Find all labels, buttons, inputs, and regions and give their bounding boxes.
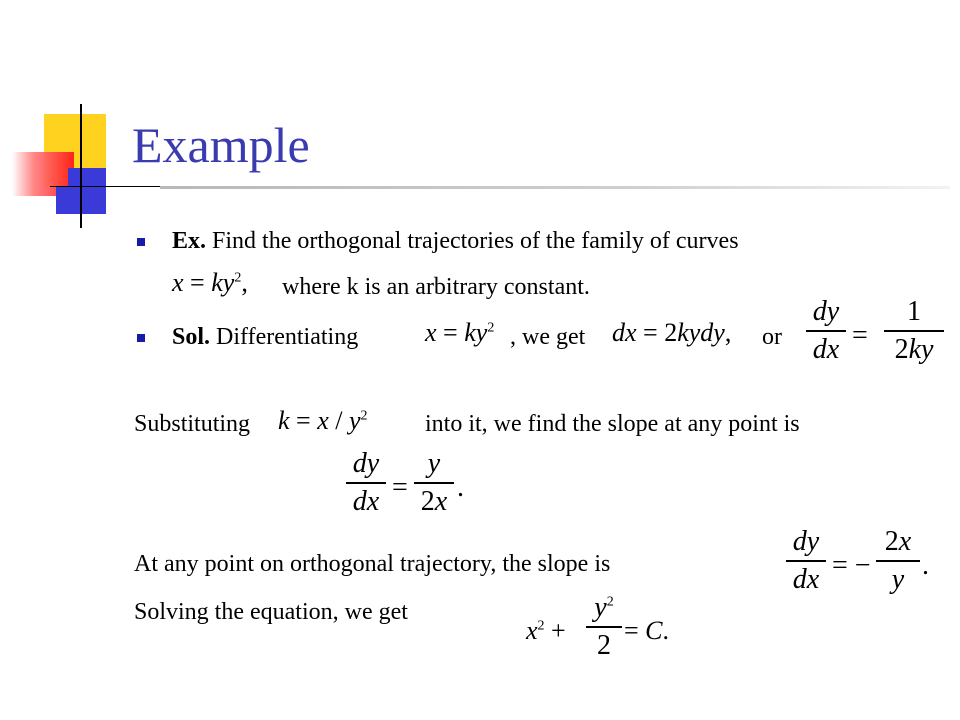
equals-sign-1: =	[852, 320, 868, 351]
eq-family-2: $x = ky^2$	[425, 318, 495, 347]
eq-solution-x2: $x^2$ +	[526, 616, 566, 645]
bullet-2	[137, 334, 145, 342]
eq-differential: dx = 2kydy,	[612, 318, 732, 347]
eq-family: $x = ky^2$,	[172, 268, 248, 297]
solving-text: Solving the equation, we get	[134, 599, 408, 625]
equals-minus-sign: = −	[832, 550, 871, 581]
ex-label: Ex.	[172, 228, 207, 254]
bullet-1	[137, 238, 145, 246]
subst-text: Substituting	[134, 411, 251, 437]
or-text: or	[762, 324, 782, 350]
eq-k-substitution: $k = x / y^2$	[278, 406, 368, 435]
ex-cont: where k is an arbitrary constant.	[282, 274, 590, 300]
frac-dy-dx-3: dy dx	[786, 528, 826, 594]
sol-label: Sol.	[172, 324, 211, 350]
slide-title: Example	[132, 117, 310, 173]
frac-1-over-2ky: 1 2ky	[884, 298, 944, 364]
frac-2x-over-y: 2x y	[876, 528, 920, 594]
period-1: .	[457, 472, 464, 503]
ex-line	[172, 229, 739, 253]
frac-y2-over-2: $y^2$ 2	[586, 594, 622, 660]
frac-y-over-2x: y 2x	[414, 450, 454, 516]
period-2: .	[922, 550, 929, 581]
at-any-point-text: At any point on orthogonal trajectory, the slope is	[134, 551, 611, 577]
title-rule	[160, 186, 950, 189]
eq-solution-c: = C.	[624, 616, 670, 645]
frac-dy-dx-1: dy dx	[806, 298, 846, 364]
frac-dy-dx-2: dy dx	[346, 450, 386, 516]
deco-blue-square	[68, 168, 106, 214]
ex-text: Find the orthogonal trajectories of the family of curves	[212, 228, 739, 254]
deco-blue-square-small	[56, 186, 70, 214]
we-get-text: , we get	[510, 324, 586, 350]
subst-cont: into it, we find the slope at any point is	[425, 411, 800, 437]
deco-horizontal-line	[50, 186, 160, 187]
sol-text: Differentiating	[216, 324, 359, 350]
deco-vertical-line	[80, 104, 82, 228]
sol-line	[172, 325, 358, 349]
equals-sign-2: =	[392, 472, 408, 503]
